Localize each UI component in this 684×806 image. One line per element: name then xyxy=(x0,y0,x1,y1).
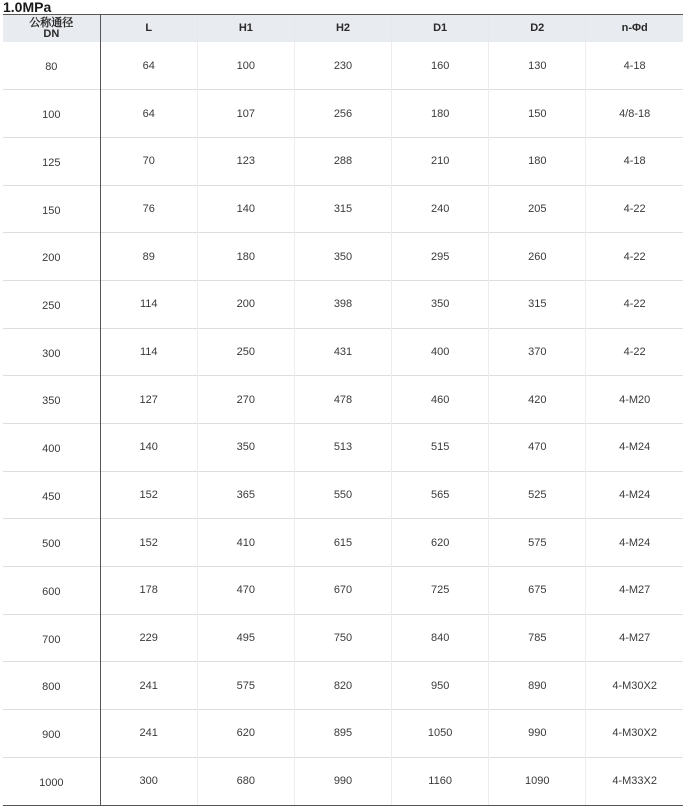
cell-dn: 200 xyxy=(3,233,100,281)
cell-bolt-holes: 4-22 xyxy=(586,328,683,376)
cell-d2: 575 xyxy=(489,519,586,567)
table-row xyxy=(3,519,683,567)
cell-l: 241 xyxy=(100,662,197,710)
cell-d2: 370 xyxy=(489,328,586,376)
cell-dn: 800 xyxy=(3,662,100,710)
cell-l: 178 xyxy=(100,567,197,615)
cell-dn: 600 xyxy=(3,567,100,615)
cell-dn: 125 xyxy=(3,137,100,185)
table-body xyxy=(3,42,683,805)
cell-l: 127 xyxy=(100,376,197,424)
table-row xyxy=(3,90,683,138)
cell-h1: 123 xyxy=(197,137,294,185)
cell-d1: 460 xyxy=(392,376,489,424)
cell-h2: 550 xyxy=(294,471,391,519)
cell-h1: 365 xyxy=(197,471,294,519)
cell-d1: 160 xyxy=(392,42,489,90)
cell-dn: 250 xyxy=(3,280,100,328)
cell-dn: 150 xyxy=(3,185,100,233)
pressure-rating-title: 1.0MPa xyxy=(3,0,52,15)
cell-bolt-holes: 4-M33X2 xyxy=(586,757,683,805)
cell-dn: 700 xyxy=(3,614,100,662)
header-l: L xyxy=(100,15,197,42)
table-row xyxy=(3,42,683,90)
cell-dn: 100 xyxy=(3,90,100,138)
cell-bolt-holes: 4/8-18 xyxy=(586,90,683,138)
header-bolt-holes: n-Φd xyxy=(586,15,683,42)
cell-h2: 230 xyxy=(294,42,391,90)
cell-d2: 150 xyxy=(489,90,586,138)
cell-l: 89 xyxy=(100,233,197,281)
cell-h1: 100 xyxy=(197,42,294,90)
table-row xyxy=(3,280,683,328)
cell-l: 241 xyxy=(100,710,197,758)
cell-dn: 450 xyxy=(3,471,100,519)
cell-d1: 350 xyxy=(392,280,489,328)
cell-bolt-holes: 4-22 xyxy=(586,233,683,281)
table-row xyxy=(3,328,683,376)
cell-bolt-holes: 4-M20 xyxy=(586,376,683,424)
cell-bolt-holes: 4-M24 xyxy=(586,424,683,472)
cell-h1: 180 xyxy=(197,233,294,281)
cell-d1: 515 xyxy=(392,424,489,472)
cell-bolt-holes: 4-22 xyxy=(586,185,683,233)
cell-d2: 260 xyxy=(489,233,586,281)
cell-dn: 80 xyxy=(3,42,100,90)
cell-d1: 1050 xyxy=(392,710,489,758)
table-row xyxy=(3,185,683,233)
cell-h2: 288 xyxy=(294,137,391,185)
cell-l: 300 xyxy=(100,757,197,805)
cell-dn: 350 xyxy=(3,376,100,424)
cell-d1: 725 xyxy=(392,567,489,615)
cell-d1: 180 xyxy=(392,90,489,138)
cell-d2: 1090 xyxy=(489,757,586,805)
header-dn-cn-label: 公称通径 xyxy=(29,16,74,29)
cell-d2: 990 xyxy=(489,710,586,758)
table-row xyxy=(3,567,683,615)
cell-h1: 495 xyxy=(197,614,294,662)
cell-h1: 470 xyxy=(197,567,294,615)
cell-l: 64 xyxy=(100,42,197,90)
cell-d1: 1160 xyxy=(392,757,489,805)
cell-bolt-holes: 4-M24 xyxy=(586,471,683,519)
cell-d1: 400 xyxy=(392,328,489,376)
cell-d2: 525 xyxy=(489,471,586,519)
cell-d2: 180 xyxy=(489,137,586,185)
header-d1: D1 xyxy=(392,15,489,42)
cell-bolt-holes: 4-M24 xyxy=(586,519,683,567)
table-row xyxy=(3,710,683,758)
table-row xyxy=(3,471,683,519)
table-header-row xyxy=(3,15,683,42)
cell-h1: 680 xyxy=(197,757,294,805)
cell-bolt-holes: 4-M30X2 xyxy=(586,710,683,758)
cell-h1: 620 xyxy=(197,710,294,758)
cell-d1: 295 xyxy=(392,233,489,281)
cell-d2: 130 xyxy=(489,42,586,90)
cell-d2: 315 xyxy=(489,280,586,328)
cell-l: 114 xyxy=(100,280,197,328)
cell-bolt-holes: 4-M27 xyxy=(586,614,683,662)
cell-h2: 750 xyxy=(294,614,391,662)
cell-h1: 250 xyxy=(197,328,294,376)
cell-bolt-holes: 4-M30X2 xyxy=(586,662,683,710)
cell-l: 152 xyxy=(100,471,197,519)
cell-h2: 256 xyxy=(294,90,391,138)
header-h2: H2 xyxy=(294,15,391,42)
cell-dn: 1000 xyxy=(3,757,100,805)
cell-bolt-holes: 4-M27 xyxy=(586,567,683,615)
table-row xyxy=(3,757,683,805)
table-row xyxy=(3,376,683,424)
cell-d1: 210 xyxy=(392,137,489,185)
cell-d1: 950 xyxy=(392,662,489,710)
cell-dn: 500 xyxy=(3,519,100,567)
cell-d2: 890 xyxy=(489,662,586,710)
cell-d1: 840 xyxy=(392,614,489,662)
dimension-table xyxy=(3,14,683,806)
cell-dn: 300 xyxy=(3,328,100,376)
cell-h2: 990 xyxy=(294,757,391,805)
cell-d2: 785 xyxy=(489,614,586,662)
cell-d2: 675 xyxy=(489,567,586,615)
cell-d2: 205 xyxy=(489,185,586,233)
cell-d1: 240 xyxy=(392,185,489,233)
cell-h1: 410 xyxy=(197,519,294,567)
header-dn xyxy=(3,15,100,42)
cell-d2: 470 xyxy=(489,424,586,472)
cell-d2: 420 xyxy=(489,376,586,424)
header-d2: D2 xyxy=(489,15,586,42)
cell-bolt-holes: 4-22 xyxy=(586,280,683,328)
cell-h2: 513 xyxy=(294,424,391,472)
cell-l: 140 xyxy=(100,424,197,472)
cell-h2: 315 xyxy=(294,185,391,233)
cell-h1: 200 xyxy=(197,280,294,328)
table-row xyxy=(3,424,683,472)
cell-l: 229 xyxy=(100,614,197,662)
table-row xyxy=(3,662,683,710)
cell-h1: 107 xyxy=(197,90,294,138)
cell-h2: 398 xyxy=(294,280,391,328)
cell-h2: 615 xyxy=(294,519,391,567)
table-row xyxy=(3,233,683,281)
header-h1: H1 xyxy=(197,15,294,42)
cell-l: 152 xyxy=(100,519,197,567)
cell-bolt-holes: 4-18 xyxy=(586,137,683,185)
cell-dn: 900 xyxy=(3,710,100,758)
cell-h1: 270 xyxy=(197,376,294,424)
cell-h2: 895 xyxy=(294,710,391,758)
cell-h1: 140 xyxy=(197,185,294,233)
cell-l: 76 xyxy=(100,185,197,233)
cell-bolt-holes: 4-18 xyxy=(586,42,683,90)
cell-l: 64 xyxy=(100,90,197,138)
header-dn-label: DN xyxy=(43,27,60,40)
cell-l: 114 xyxy=(100,328,197,376)
cell-h1: 350 xyxy=(197,424,294,472)
table-row xyxy=(3,137,683,185)
table-row xyxy=(3,614,683,662)
cell-d1: 565 xyxy=(392,471,489,519)
cell-h2: 478 xyxy=(294,376,391,424)
cell-d1: 620 xyxy=(392,519,489,567)
cell-h2: 820 xyxy=(294,662,391,710)
cell-h2: 350 xyxy=(294,233,391,281)
cell-h2: 431 xyxy=(294,328,391,376)
cell-dn: 400 xyxy=(3,424,100,472)
cell-h1: 575 xyxy=(197,662,294,710)
cell-l: 70 xyxy=(100,137,197,185)
cell-h2: 670 xyxy=(294,567,391,615)
